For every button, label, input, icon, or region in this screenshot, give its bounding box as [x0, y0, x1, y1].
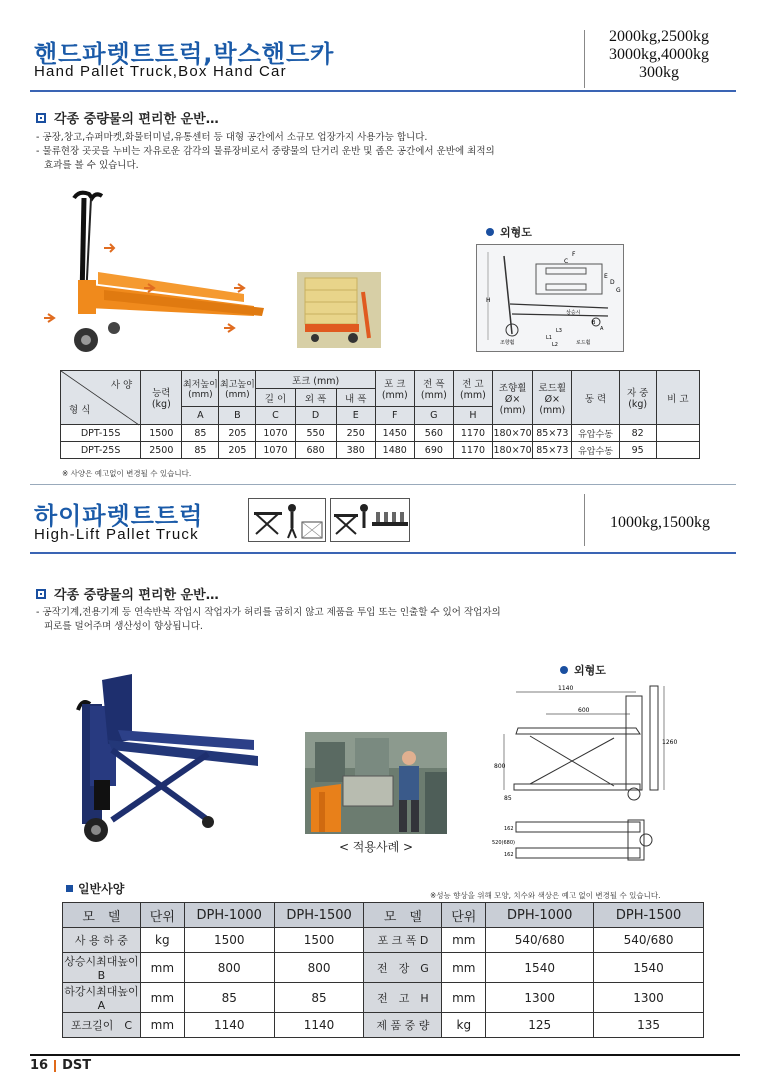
application-example-photo: [305, 732, 447, 834]
dim-a-label: A: [600, 326, 604, 332]
cell: 1500: [274, 928, 364, 953]
dim-162-a: 162: [504, 826, 514, 832]
bullet-line: - 공작기계,전용기계 등 연속반복 작업시 작업자가 허리를 굽히지 않고 제품을 투입 또는 인출할 수 있어 작업자의: [36, 607, 501, 618]
fork-header: 포크 (mm): [256, 371, 375, 389]
section2-subheading: [36, 584, 219, 603]
cell: DPT-15S: [61, 425, 141, 442]
title-divider: [584, 494, 585, 546]
footer-rule: [30, 1054, 740, 1056]
letter-c: C: [256, 407, 295, 425]
cell: 1300: [486, 983, 594, 1013]
weight-text: 자 중: [626, 388, 649, 399]
fork-length-header: 길 이: [256, 389, 295, 407]
min-height-text: 최저높이: [183, 380, 218, 390]
cell: 1500: [184, 928, 274, 953]
spec-note: ※성능 향상을 위해 모양, 치수와 색상은 예고 없이 변경될 수 있습니다.: [430, 891, 661, 900]
steer-wheel-text: 조향휠: [498, 382, 527, 394]
table-row: [63, 983, 704, 1013]
section2-spec-table: [62, 902, 704, 1038]
cell: 1070: [256, 425, 295, 442]
cell: 250: [336, 425, 375, 442]
steer-wheel-header: [492, 371, 532, 425]
height-text: 전 고: [462, 379, 484, 390]
remarks-header: 비 고: [656, 371, 699, 425]
cell: 유압수동: [572, 425, 619, 442]
cell: 205: [219, 425, 256, 442]
min-height-header: [182, 371, 219, 407]
dim-l2-label: L2: [552, 342, 558, 348]
cell: [656, 425, 699, 442]
unit-mm: (mm): [420, 390, 447, 401]
dim-1260: 1260: [662, 739, 678, 746]
width-header: [414, 371, 453, 407]
row-label: 하강시최대높이 A: [63, 983, 141, 1013]
fork-inner-header: 내 폭: [336, 389, 375, 407]
footer: [30, 1058, 91, 1073]
section2-subheading-text: 각종 중량물의 편리한 운반…: [54, 588, 219, 603]
cell: 1500: [141, 425, 182, 442]
bullet-line: - 공장,창고,슈퍼마켓,화물터미널,유통센터 등 대형 공간에서 소규모 업장가지 사용가능 합니다.: [36, 132, 428, 143]
letter-h: H: [453, 407, 492, 425]
fork-outer-header: 외 폭: [295, 389, 336, 407]
caster-label: 상승시: [566, 310, 581, 316]
row-label: 전 장 G: [364, 953, 442, 983]
section2-title-en: High-Lift Pallet Truck: [34, 526, 199, 543]
cell: 1170: [453, 425, 492, 442]
cell: 540/680: [486, 928, 594, 953]
cell: 82: [619, 425, 656, 442]
cell: 유압수동: [572, 442, 619, 459]
cell: 1540: [594, 953, 704, 983]
bullet-line: - 물류현장 곳곳을 누비는 자유로운 감각의 물류장비로서 중량물의 단거리 운반 및 좁은 공간에서 운반에 최적의: [36, 146, 495, 157]
spec-heading-text: 일반사양: [78, 882, 125, 896]
section1-rule: [30, 90, 736, 92]
dim-85: 85: [504, 795, 512, 802]
cell: mm: [442, 953, 486, 983]
weight-header: [619, 371, 656, 425]
width-text: 전 폭: [423, 379, 445, 390]
cell: 1480: [375, 442, 414, 459]
section2-title-kr: 하이파렛트트럭: [34, 502, 204, 530]
load-wheel-header: [533, 371, 572, 425]
cell: 85: [182, 442, 219, 459]
unit-mm: (mm): [459, 390, 486, 401]
cell: [656, 442, 699, 459]
cell: mm: [140, 1013, 184, 1038]
table-row: [63, 928, 704, 953]
max-height-text: 최고높이: [220, 380, 255, 390]
letter-a: A: [182, 407, 219, 425]
unit-mm: (mm): [188, 390, 213, 400]
header-cell: DPH-1000: [486, 903, 594, 928]
section2-outline-text: 외형도: [574, 664, 606, 677]
section2-outline-drawing: [490, 684, 678, 870]
high-lift-usage-icon-2: [330, 498, 410, 542]
fork-total-text: 포 크: [384, 379, 406, 390]
cell: 800: [184, 953, 274, 983]
unit-mm: (mm): [539, 404, 566, 416]
cell: 1450: [375, 425, 414, 442]
letter-d: D: [295, 407, 336, 425]
letter-f: F: [375, 407, 414, 425]
header-cell: DPH-1500: [274, 903, 364, 928]
height-header: [453, 371, 492, 407]
cell: 85×73: [533, 425, 572, 442]
weight-unit: (kg): [628, 399, 648, 410]
cell: 95: [619, 442, 656, 459]
dim-c-label: C: [564, 258, 569, 265]
cell: 690: [414, 442, 453, 459]
section1-title-kr: 핸드파렛트트럭,박스핸드카: [34, 40, 335, 68]
model-label: 형 식: [69, 405, 91, 416]
capacity-line: 300kg: [639, 64, 679, 81]
cell: 85×73: [533, 442, 572, 459]
dim-l1-label: L1: [546, 335, 552, 341]
row-label: 상승시최대높이 B: [63, 953, 141, 983]
section1-subheading-text: 각종 중량물의 편리한 운반…: [54, 112, 219, 127]
bullet-line: 효과를 볼 수 있습니다.: [44, 160, 139, 171]
steer-wheel-label: 조향휠: [500, 340, 515, 346]
cell: kg: [140, 928, 184, 953]
row-label: 포크길이 C: [63, 1013, 141, 1038]
footer-brand: DST: [62, 1058, 92, 1073]
footer-divider: [54, 1060, 56, 1072]
dim-600: 600: [578, 707, 590, 714]
unit-mm: (mm): [381, 390, 408, 401]
header-cell: DPH-1500: [594, 903, 704, 928]
cell: 550: [295, 425, 336, 442]
section2-outline-label: [560, 662, 606, 678]
section1-outline-drawing: [476, 244, 624, 352]
fork-total-header: [375, 371, 414, 407]
dim-h-label: H: [486, 297, 491, 304]
cell: 380: [336, 442, 375, 459]
cell: 180×70: [492, 425, 532, 442]
cell: 205: [219, 442, 256, 459]
cell: 1540: [486, 953, 594, 983]
capacity-header: [141, 371, 182, 425]
section1-outline-text: 외형도: [500, 226, 532, 239]
letter-g: G: [414, 407, 453, 425]
spec-label: 사 양: [110, 380, 133, 391]
unit-mm: (mm): [225, 390, 250, 400]
row-label: 제 품 중 량: [364, 1013, 442, 1038]
letter-e: E: [336, 407, 375, 425]
small-square-icon: [66, 885, 73, 892]
dim-l3-label: L3: [556, 328, 562, 334]
power-header: 동 력: [572, 371, 619, 425]
section1-bullets: [36, 131, 596, 173]
dim-f-label: F: [572, 251, 576, 258]
section1-subheading: [36, 108, 219, 127]
title-divider: [584, 30, 585, 88]
cell: 1070: [256, 442, 295, 459]
header-cell: 단위: [140, 903, 184, 928]
capacity-header-text: 능력: [152, 388, 171, 399]
blue-dot-icon: [560, 666, 568, 674]
bullet-line: 피로를 덜어주며 생산성이 향상됩니다.: [44, 621, 203, 632]
cell: mm: [442, 928, 486, 953]
box-hand-car-photo: [297, 272, 381, 348]
row-label: 전 고 H: [364, 983, 442, 1013]
cell: 2500: [141, 442, 182, 459]
section2-rule: [30, 552, 736, 554]
cell: 125: [486, 1013, 594, 1038]
high-lift-truck-image: [68, 670, 264, 850]
header-cell: 모 델: [364, 903, 442, 928]
section-divider: [30, 484, 736, 485]
letter-b: B: [219, 407, 256, 425]
capacity-line: 2000kg,2500kg: [609, 28, 709, 45]
cell: DPT-25S: [61, 442, 141, 459]
row-label: 사 용 하 중: [63, 928, 141, 953]
page-number: 16: [30, 1058, 49, 1073]
cell: 1170: [453, 442, 492, 459]
cell: 540/680: [594, 928, 704, 953]
dim-162-b: 162: [504, 852, 514, 858]
unit-mm: (mm): [499, 404, 526, 416]
section2-capacity: 1000kg,1500kg: [610, 514, 710, 531]
spec-corner-cell: [61, 371, 141, 425]
table-row: [61, 442, 700, 459]
row-label: 포 크 폭 D: [364, 928, 442, 953]
table-row: [61, 425, 700, 442]
cell: kg: [442, 1013, 486, 1038]
cell: 180×70: [492, 442, 532, 459]
cell: mm: [140, 953, 184, 983]
cell: 1140: [274, 1013, 364, 1038]
section1-title-en: Hand Pallet Truck,Box Hand Car: [34, 63, 287, 80]
table-row: [63, 1013, 704, 1038]
header-cell: 모 델: [63, 903, 141, 928]
cell: 135: [594, 1013, 704, 1038]
dim-800: 800: [494, 763, 506, 770]
section2-bullets: [36, 606, 596, 634]
dim-1140: 1140: [558, 685, 574, 692]
hand-pallet-truck-image: [44, 188, 264, 358]
cell: 1140: [184, 1013, 274, 1038]
cell: 1300: [594, 983, 704, 1013]
capacity-unit: (kg): [151, 399, 171, 410]
load-wheel-text: 로드휠: [538, 382, 567, 394]
cell: 85: [184, 983, 274, 1013]
cell: 85: [182, 425, 219, 442]
square-bullet-icon: [36, 589, 46, 599]
spec-heading: [66, 880, 124, 897]
section1-outline-label: [486, 224, 532, 240]
load-wheel-label: 로드휠: [576, 340, 591, 346]
section1-spec-table: [60, 370, 700, 459]
cell: 680: [295, 442, 336, 459]
dim-g-label: G: [616, 287, 621, 294]
dim-e-label: E: [604, 273, 608, 280]
phi-label: Ø×: [504, 393, 521, 405]
dim-d-label: D: [610, 279, 615, 286]
cell: 560: [414, 425, 453, 442]
header-cell: DPH-1000: [184, 903, 274, 928]
dim-520-680: 520(680): [492, 840, 515, 846]
cell: mm: [442, 983, 486, 1013]
square-bullet-icon: [36, 113, 46, 123]
section1-capacities: [592, 28, 726, 82]
header-cell: 단위: [442, 903, 486, 928]
cell: mm: [140, 983, 184, 1013]
table-row: [63, 953, 704, 983]
blue-dot-icon: [486, 228, 494, 236]
photo-caption: < 적용사례 >: [338, 840, 414, 854]
cell: 85: [274, 983, 364, 1013]
capacity-line: 3000kg,4000kg: [609, 46, 709, 63]
cell: 800: [274, 953, 364, 983]
section1-table-note: ※ 사양은 예고없이 변경될 수 있습니다.: [62, 469, 192, 478]
max-height-header: [219, 371, 256, 407]
phi-label: Ø×: [544, 393, 561, 405]
high-lift-usage-icon-1: [248, 498, 326, 542]
dim-b-label: B: [592, 320, 596, 326]
